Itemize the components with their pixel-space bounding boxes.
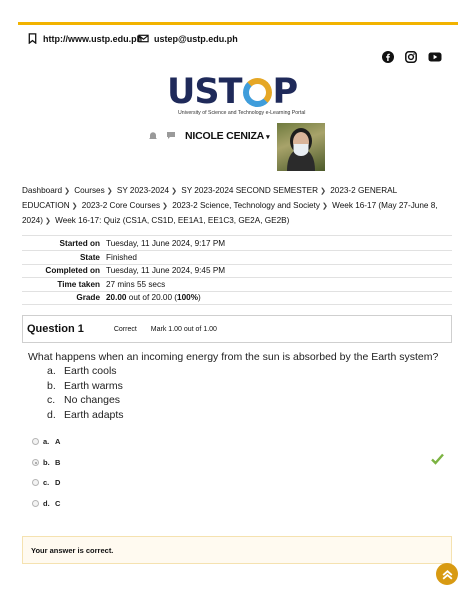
- feedback-box: [22, 536, 452, 564]
- option-letter: a.: [47, 365, 56, 377]
- notification-bell-icon[interactable]: [148, 131, 158, 140]
- breadcrumb-item[interactable]: Dashboard: [22, 186, 63, 195]
- facebook-icon[interactable]: [382, 51, 394, 63]
- answer-choice-selected[interactable]: [32, 458, 60, 467]
- answer-choice[interactable]: [32, 478, 60, 487]
- email-link[interactable]: [138, 33, 238, 44]
- breadcrumb-item[interactable]: 2023-2 Science, Technology and Society: [172, 201, 320, 210]
- question-text: What happens when an incoming energy from the sun is absorbed by the Earth system?: [28, 351, 439, 363]
- breadcrumb-current[interactable]: Week 16-17: Quiz (CS1A, CS1D, EE1A1, EE1C3, GE2A, GE2B): [55, 216, 290, 225]
- user-name[interactable]: NICOLE CENIZA: [185, 130, 265, 142]
- check-icon: [431, 453, 444, 465]
- answer-text: A: [55, 437, 61, 446]
- website-link-text[interactable]: http://www.ustp.edu.ph: [43, 33, 143, 44]
- radio-button[interactable]: [32, 438, 39, 445]
- chevron-right-icon: ❯: [64, 188, 70, 195]
- mail-icon: [138, 33, 149, 44]
- question-option: [47, 380, 123, 392]
- logo-text-end: P: [272, 72, 298, 112]
- instagram-icon[interactable]: [405, 51, 417, 63]
- grade-value: [106, 293, 201, 302]
- summary-top-divider: [22, 235, 452, 236]
- breadcrumb-item[interactable]: 2023-2 Core Courses: [81, 201, 161, 210]
- logo-subtitle: University of Science and Technology e-Learning Portal: [178, 110, 306, 116]
- question-status: Correct: [113, 325, 137, 333]
- question-option: [47, 409, 124, 421]
- option-text: Earth warms: [64, 379, 123, 392]
- breadcrumb: [22, 184, 452, 229]
- answer-letter: c.: [43, 478, 50, 487]
- chevron-right-icon: ❯: [321, 203, 328, 210]
- question-option: [47, 394, 120, 406]
- breadcrumb-item[interactable]: 2023-2 GENERAL EDUCATION: [22, 186, 397, 210]
- header-accent-bar: [18, 22, 458, 25]
- option-letter: d.: [47, 408, 56, 421]
- answer-text: B: [55, 458, 61, 467]
- answer-text: D: [55, 478, 61, 487]
- summary-row-grade: [22, 291, 452, 305]
- avatar[interactable]: [277, 123, 325, 171]
- logo-emblem-icon: [243, 78, 272, 107]
- caret-down-icon: ▾: [266, 134, 270, 141]
- chevron-right-icon: ❯: [71, 203, 78, 210]
- logo-text-start: UST: [167, 72, 242, 112]
- question-info-box: [22, 315, 452, 343]
- grade-total: out of 20.00 (: [126, 293, 178, 303]
- summary-value: Finished: [106, 252, 137, 262]
- summary-value: Tuesday, 11 June 2024, 9:45 PM: [106, 266, 226, 276]
- question-option: [47, 365, 117, 377]
- summary-label: Completed on: [45, 266, 100, 276]
- youtube-icon[interactable]: [428, 51, 442, 63]
- question-mark: Mark 1.00 out of 1.00: [150, 325, 217, 333]
- bookmark-icon: [27, 33, 38, 44]
- breadcrumb-item[interactable]: Week 16-17 (May 27-June 8, 2024): [22, 201, 438, 225]
- chevron-right-icon: ❯: [171, 188, 177, 195]
- summary-label: Started on: [59, 239, 100, 249]
- answer-text: C: [55, 499, 61, 508]
- email-link-text[interactable]: ustep@ustp.edu.ph: [154, 33, 238, 44]
- summary-row-completed: [22, 264, 452, 278]
- answer-letter: d.: [43, 499, 50, 508]
- breadcrumb-item[interactable]: SY 2023-2024: [116, 186, 170, 195]
- back-to-top-button[interactable]: [436, 563, 458, 585]
- website-link[interactable]: [27, 33, 142, 44]
- chevron-right-icon: ❯: [320, 188, 326, 195]
- answer-letter: b.: [43, 458, 50, 467]
- radio-button[interactable]: [32, 479, 39, 486]
- option-text: Earth adapts: [64, 408, 124, 421]
- chevron-right-icon: ❯: [106, 188, 113, 195]
- summary-row-state: [22, 251, 452, 265]
- ustep-logo[interactable]: [167, 72, 315, 112]
- answer-choice[interactable]: [32, 499, 60, 508]
- summary-row-time: [22, 278, 452, 292]
- summary-bottom-divider: [22, 304, 452, 305]
- breadcrumb-item[interactable]: Courses: [74, 186, 105, 195]
- user-menu[interactable]: [185, 130, 269, 142]
- radio-button[interactable]: [32, 500, 39, 507]
- chevron-right-icon: ❯: [44, 218, 51, 225]
- summary-value: Tuesday, 11 June 2024, 9:17 PM: [106, 239, 226, 249]
- option-text: Earth cools: [64, 365, 117, 377]
- option-letter: b.: [47, 379, 56, 392]
- summary-value: 27 mins 55 secs: [106, 279, 166, 289]
- answer-letter: a.: [43, 437, 50, 446]
- feedback-text: Your answer is correct.: [31, 545, 114, 555]
- message-icon[interactable]: [166, 131, 176, 140]
- question-title: Question 1: [27, 323, 84, 335]
- chevrons-up-icon: [441, 568, 454, 581]
- option-text: No changes: [64, 394, 121, 406]
- breadcrumb-item[interactable]: SY 2023-2024 SECOND SEMESTER: [181, 186, 319, 195]
- avatar-photo: [277, 123, 325, 171]
- summary-label: Time taken: [57, 279, 100, 289]
- grade-percent: 100%: [177, 293, 198, 303]
- radio-button-checked[interactable]: [32, 459, 39, 466]
- answer-choice[interactable]: [32, 437, 60, 446]
- summary-label: Grade: [76, 293, 100, 303]
- summary-label: State: [79, 252, 100, 262]
- chevron-right-icon: ❯: [162, 203, 168, 210]
- grade-close: ): [197, 293, 201, 303]
- option-letter: c.: [47, 394, 56, 406]
- summary-row-started: [22, 237, 452, 251]
- grade-score: 20.00: [106, 293, 127, 303]
